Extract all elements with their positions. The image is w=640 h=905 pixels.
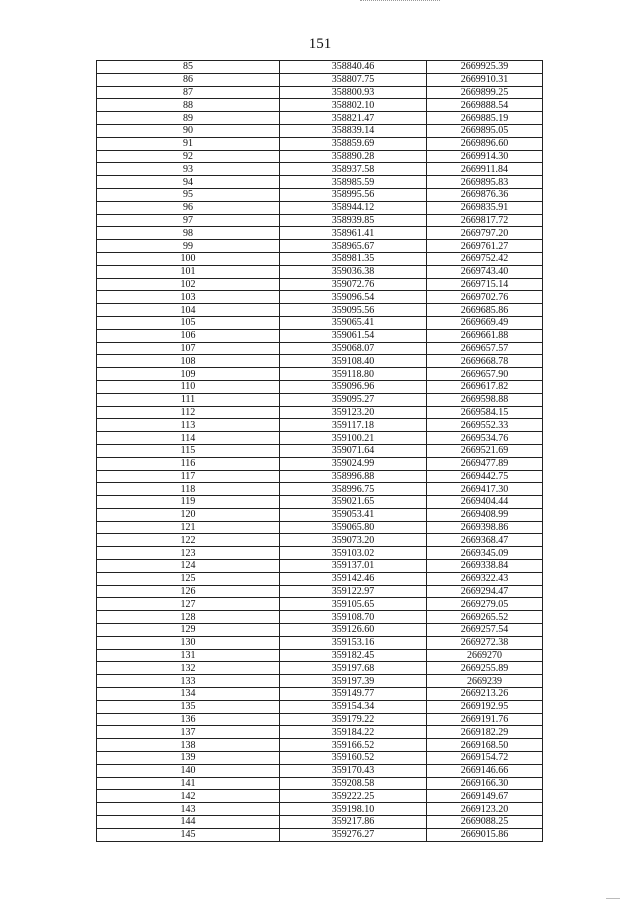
x-coordinate-cell: 359118.80 — [280, 368, 427, 381]
point-number-cell: 111 — [97, 393, 280, 406]
point-number-cell: 122 — [97, 534, 280, 547]
point-number-cell: 108 — [97, 355, 280, 368]
y-coordinate-cell: 2669598.88 — [427, 393, 543, 406]
y-coordinate-cell: 2669272.38 — [427, 636, 543, 649]
x-coordinate-cell: 359065.80 — [280, 521, 427, 534]
x-coordinate-cell: 359061.54 — [280, 329, 427, 342]
table-row — [97, 355, 543, 368]
x-coordinate-cell: 358859.69 — [280, 137, 427, 150]
coordinate-table-container — [96, 60, 542, 842]
point-number-cell: 114 — [97, 432, 280, 445]
y-coordinate-cell: 2669154.72 — [427, 752, 543, 765]
point-number-cell: 91 — [97, 137, 280, 150]
x-coordinate-cell: 359096.54 — [280, 291, 427, 304]
point-number-cell: 107 — [97, 342, 280, 355]
x-coordinate-cell: 359036.38 — [280, 265, 427, 278]
y-coordinate-cell: 2669925.39 — [427, 61, 543, 74]
table-row — [97, 252, 543, 265]
y-coordinate-cell: 2669239 — [427, 675, 543, 688]
x-coordinate-cell: 359072.76 — [280, 278, 427, 291]
table-row — [97, 624, 543, 637]
y-coordinate-cell: 2669661.88 — [427, 329, 543, 342]
x-coordinate-cell: 359198.10 — [280, 803, 427, 816]
y-coordinate-cell: 2669899.25 — [427, 86, 543, 99]
point-number-cell: 139 — [97, 752, 280, 765]
point-number-cell: 110 — [97, 380, 280, 393]
point-number-cell: 127 — [97, 598, 280, 611]
y-coordinate-cell: 2669322.43 — [427, 572, 543, 585]
x-coordinate-cell: 359126.60 — [280, 624, 427, 637]
point-number-cell: 129 — [97, 624, 280, 637]
x-coordinate-cell: 359071.64 — [280, 444, 427, 457]
table-row — [97, 547, 543, 560]
x-coordinate-cell: 359217.86 — [280, 816, 427, 829]
x-coordinate-cell: 359208.58 — [280, 777, 427, 790]
table-row — [97, 675, 543, 688]
x-coordinate-cell: 359108.40 — [280, 355, 427, 368]
table-row — [97, 496, 543, 509]
x-coordinate-cell: 359222.25 — [280, 790, 427, 803]
y-coordinate-cell: 2669257.54 — [427, 624, 543, 637]
point-number-cell: 98 — [97, 227, 280, 240]
point-number-cell: 133 — [97, 675, 280, 688]
y-coordinate-cell: 2669817.72 — [427, 214, 543, 227]
point-number-cell: 93 — [97, 163, 280, 176]
x-coordinate-cell: 359153.16 — [280, 636, 427, 649]
x-coordinate-cell: 359122.97 — [280, 585, 427, 598]
x-coordinate-cell: 358985.59 — [280, 176, 427, 189]
table-row — [97, 419, 543, 432]
point-number-cell: 103 — [97, 291, 280, 304]
y-coordinate-cell: 2669338.84 — [427, 560, 543, 573]
y-coordinate-cell: 2669761.27 — [427, 240, 543, 253]
point-number-cell: 125 — [97, 572, 280, 585]
table-row — [97, 316, 543, 329]
y-coordinate-cell: 2669417.30 — [427, 483, 543, 496]
point-number-cell: 85 — [97, 61, 280, 74]
table-row — [97, 688, 543, 701]
table-row — [97, 649, 543, 662]
x-coordinate-cell: 359024.99 — [280, 457, 427, 470]
y-coordinate-cell: 2669584.15 — [427, 406, 543, 419]
point-number-cell: 90 — [97, 124, 280, 137]
point-number-cell: 144 — [97, 816, 280, 829]
table-row — [97, 137, 543, 150]
point-number-cell: 118 — [97, 483, 280, 496]
x-coordinate-cell: 358961.41 — [280, 227, 427, 240]
y-coordinate-cell: 2669715.14 — [427, 278, 543, 291]
table-row — [97, 291, 543, 304]
y-coordinate-cell: 2669617.82 — [427, 380, 543, 393]
y-coordinate-cell: 2669294.47 — [427, 585, 543, 598]
x-coordinate-cell: 359095.27 — [280, 393, 427, 406]
table-row — [97, 265, 543, 278]
point-number-cell: 112 — [97, 406, 280, 419]
x-coordinate-cell: 358939.85 — [280, 214, 427, 227]
scan-artifact-top — [360, 0, 440, 3]
table-row — [97, 816, 543, 829]
y-coordinate-cell: 2669657.90 — [427, 368, 543, 381]
table-row — [97, 483, 543, 496]
y-coordinate-cell: 2669279.05 — [427, 598, 543, 611]
point-number-cell: 131 — [97, 649, 280, 662]
table-row — [97, 739, 543, 752]
scan-artifact-corner — [606, 898, 620, 899]
point-number-cell: 140 — [97, 764, 280, 777]
table-row — [97, 278, 543, 291]
table-row — [97, 163, 543, 176]
point-number-cell: 143 — [97, 803, 280, 816]
table-row — [97, 444, 543, 457]
table-row — [97, 99, 543, 112]
x-coordinate-cell: 359073.20 — [280, 534, 427, 547]
x-coordinate-cell: 358995.56 — [280, 188, 427, 201]
table-row — [97, 86, 543, 99]
x-coordinate-cell: 359105.65 — [280, 598, 427, 611]
x-coordinate-cell: 358800.93 — [280, 86, 427, 99]
table-row — [97, 572, 543, 585]
table-row — [97, 764, 543, 777]
table-row — [97, 521, 543, 534]
y-coordinate-cell: 2669146.66 — [427, 764, 543, 777]
x-coordinate-cell: 359053.41 — [280, 508, 427, 521]
point-number-cell: 86 — [97, 73, 280, 86]
y-coordinate-cell: 2669166.30 — [427, 777, 543, 790]
y-coordinate-cell: 2669408.99 — [427, 508, 543, 521]
x-coordinate-cell: 359021.65 — [280, 496, 427, 509]
point-number-cell: 97 — [97, 214, 280, 227]
table-row — [97, 726, 543, 739]
y-coordinate-cell: 2669265.52 — [427, 611, 543, 624]
y-coordinate-cell: 2669835.91 — [427, 201, 543, 214]
y-coordinate-cell: 2669797.20 — [427, 227, 543, 240]
x-coordinate-cell: 358944.12 — [280, 201, 427, 214]
point-number-cell: 115 — [97, 444, 280, 457]
table-row — [97, 176, 543, 189]
x-coordinate-cell: 359117.18 — [280, 419, 427, 432]
x-coordinate-cell: 358996.75 — [280, 483, 427, 496]
y-coordinate-cell: 2669743.40 — [427, 265, 543, 278]
y-coordinate-cell: 2669345.09 — [427, 547, 543, 560]
table-row — [97, 188, 543, 201]
point-number-cell: 121 — [97, 521, 280, 534]
x-coordinate-cell: 359103.02 — [280, 547, 427, 560]
y-coordinate-cell: 2669149.67 — [427, 790, 543, 803]
table-row — [97, 752, 543, 765]
point-number-cell: 87 — [97, 86, 280, 99]
x-coordinate-cell: 359137.01 — [280, 560, 427, 573]
table-row — [97, 828, 543, 841]
table-row — [97, 457, 543, 470]
table-row — [97, 150, 543, 163]
table-row — [97, 112, 543, 125]
table-row — [97, 368, 543, 381]
y-coordinate-cell: 2669702.76 — [427, 291, 543, 304]
x-coordinate-cell: 359166.52 — [280, 739, 427, 752]
table-row — [97, 611, 543, 624]
y-coordinate-cell: 2669404.44 — [427, 496, 543, 509]
point-number-cell: 100 — [97, 252, 280, 265]
x-coordinate-cell: 359108.70 — [280, 611, 427, 624]
x-coordinate-cell: 359179.22 — [280, 713, 427, 726]
y-coordinate-cell: 2669914.30 — [427, 150, 543, 163]
point-number-cell: 95 — [97, 188, 280, 201]
table-row — [97, 432, 543, 445]
x-coordinate-cell: 359096.96 — [280, 380, 427, 393]
point-number-cell: 136 — [97, 713, 280, 726]
point-number-cell: 123 — [97, 547, 280, 560]
point-number-cell: 141 — [97, 777, 280, 790]
y-coordinate-cell: 2669911.84 — [427, 163, 543, 176]
table-row — [97, 790, 543, 803]
point-number-cell: 119 — [97, 496, 280, 509]
point-number-cell: 134 — [97, 688, 280, 701]
coordinate-table — [96, 60, 543, 842]
y-coordinate-cell: 2669895.83 — [427, 176, 543, 189]
point-number-cell: 89 — [97, 112, 280, 125]
point-number-cell: 101 — [97, 265, 280, 278]
y-coordinate-cell: 2669521.69 — [427, 444, 543, 457]
point-number-cell: 132 — [97, 662, 280, 675]
table-row — [97, 508, 543, 521]
table-row — [97, 662, 543, 675]
y-coordinate-cell: 2669685.86 — [427, 304, 543, 317]
table-row — [97, 406, 543, 419]
x-coordinate-cell: 359065.41 — [280, 316, 427, 329]
y-coordinate-cell: 2669168.50 — [427, 739, 543, 752]
x-coordinate-cell: 359197.39 — [280, 675, 427, 688]
point-number-cell: 109 — [97, 368, 280, 381]
table-row — [97, 393, 543, 406]
point-number-cell: 88 — [97, 99, 280, 112]
table-row — [97, 61, 543, 74]
y-coordinate-cell: 2669888.54 — [427, 99, 543, 112]
table-row — [97, 201, 543, 214]
point-number-cell: 102 — [97, 278, 280, 291]
y-coordinate-cell: 2669910.31 — [427, 73, 543, 86]
table-row — [97, 713, 543, 726]
y-coordinate-cell: 2669192.95 — [427, 700, 543, 713]
point-number-cell: 138 — [97, 739, 280, 752]
table-row — [97, 240, 543, 253]
point-number-cell: 104 — [97, 304, 280, 317]
y-coordinate-cell: 2669534.76 — [427, 432, 543, 445]
x-coordinate-cell: 359068.07 — [280, 342, 427, 355]
x-coordinate-cell: 358981.35 — [280, 252, 427, 265]
x-coordinate-cell: 358996.88 — [280, 470, 427, 483]
x-coordinate-cell: 359276.27 — [280, 828, 427, 841]
y-coordinate-cell: 2669752.42 — [427, 252, 543, 265]
table-row — [97, 470, 543, 483]
x-coordinate-cell: 358821.47 — [280, 112, 427, 125]
table-row — [97, 700, 543, 713]
point-number-cell: 120 — [97, 508, 280, 521]
table-row — [97, 73, 543, 86]
table-row — [97, 342, 543, 355]
x-coordinate-cell: 359142.46 — [280, 572, 427, 585]
y-coordinate-cell: 2669015.86 — [427, 828, 543, 841]
point-number-cell: 126 — [97, 585, 280, 598]
y-coordinate-cell: 2669255.89 — [427, 662, 543, 675]
table-row — [97, 560, 543, 573]
x-coordinate-cell: 359160.52 — [280, 752, 427, 765]
table-row — [97, 534, 543, 547]
table-row — [97, 380, 543, 393]
table-row — [97, 124, 543, 137]
x-coordinate-cell: 359095.56 — [280, 304, 427, 317]
point-number-cell: 116 — [97, 457, 280, 470]
table-row — [97, 598, 543, 611]
table-row — [97, 777, 543, 790]
point-number-cell: 130 — [97, 636, 280, 649]
y-coordinate-cell: 2669088.25 — [427, 816, 543, 829]
point-number-cell: 96 — [97, 201, 280, 214]
point-number-cell: 128 — [97, 611, 280, 624]
x-coordinate-cell: 359184.22 — [280, 726, 427, 739]
x-coordinate-cell: 358802.10 — [280, 99, 427, 112]
x-coordinate-cell: 359149.77 — [280, 688, 427, 701]
table-row — [97, 304, 543, 317]
table-row — [97, 227, 543, 240]
y-coordinate-cell: 2669552.33 — [427, 419, 543, 432]
x-coordinate-cell: 358890.28 — [280, 150, 427, 163]
y-coordinate-cell: 2669368.47 — [427, 534, 543, 547]
y-coordinate-cell: 2669895.05 — [427, 124, 543, 137]
point-number-cell: 92 — [97, 150, 280, 163]
y-coordinate-cell: 2669896.60 — [427, 137, 543, 150]
point-number-cell: 135 — [97, 700, 280, 713]
y-coordinate-cell: 2669191.76 — [427, 713, 543, 726]
x-coordinate-cell: 358937.58 — [280, 163, 427, 176]
point-number-cell: 145 — [97, 828, 280, 841]
y-coordinate-cell: 2669885.19 — [427, 112, 543, 125]
x-coordinate-cell: 359100.21 — [280, 432, 427, 445]
x-coordinate-cell: 359123.20 — [280, 406, 427, 419]
y-coordinate-cell: 2669123.20 — [427, 803, 543, 816]
y-coordinate-cell: 2669182.29 — [427, 726, 543, 739]
point-number-cell: 99 — [97, 240, 280, 253]
x-coordinate-cell: 359170.43 — [280, 764, 427, 777]
y-coordinate-cell: 2669876.36 — [427, 188, 543, 201]
y-coordinate-cell: 2669657.57 — [427, 342, 543, 355]
y-coordinate-cell: 2669442.75 — [427, 470, 543, 483]
x-coordinate-cell: 359154.34 — [280, 700, 427, 713]
y-coordinate-cell: 2669477.89 — [427, 457, 543, 470]
point-number-cell: 142 — [97, 790, 280, 803]
y-coordinate-cell: 2669270 — [427, 649, 543, 662]
table-row — [97, 585, 543, 598]
point-number-cell: 117 — [97, 470, 280, 483]
coordinate-table-body — [97, 61, 543, 842]
x-coordinate-cell: 359182.45 — [280, 649, 427, 662]
point-number-cell: 124 — [97, 560, 280, 573]
table-row — [97, 803, 543, 816]
point-number-cell: 94 — [97, 176, 280, 189]
table-row — [97, 214, 543, 227]
point-number-cell: 105 — [97, 316, 280, 329]
table-row — [97, 329, 543, 342]
x-coordinate-cell: 358839.14 — [280, 124, 427, 137]
page-number: 151 — [308, 36, 332, 52]
x-coordinate-cell: 358840.46 — [280, 61, 427, 74]
table-row — [97, 636, 543, 649]
x-coordinate-cell: 358807.75 — [280, 73, 427, 86]
point-number-cell: 137 — [97, 726, 280, 739]
x-coordinate-cell: 359197.68 — [280, 662, 427, 675]
y-coordinate-cell: 2669668.78 — [427, 355, 543, 368]
y-coordinate-cell: 2669213.26 — [427, 688, 543, 701]
y-coordinate-cell: 2669398.86 — [427, 521, 543, 534]
x-coordinate-cell: 358965.67 — [280, 240, 427, 253]
point-number-cell: 106 — [97, 329, 280, 342]
y-coordinate-cell: 2669669.49 — [427, 316, 543, 329]
point-number-cell: 113 — [97, 419, 280, 432]
